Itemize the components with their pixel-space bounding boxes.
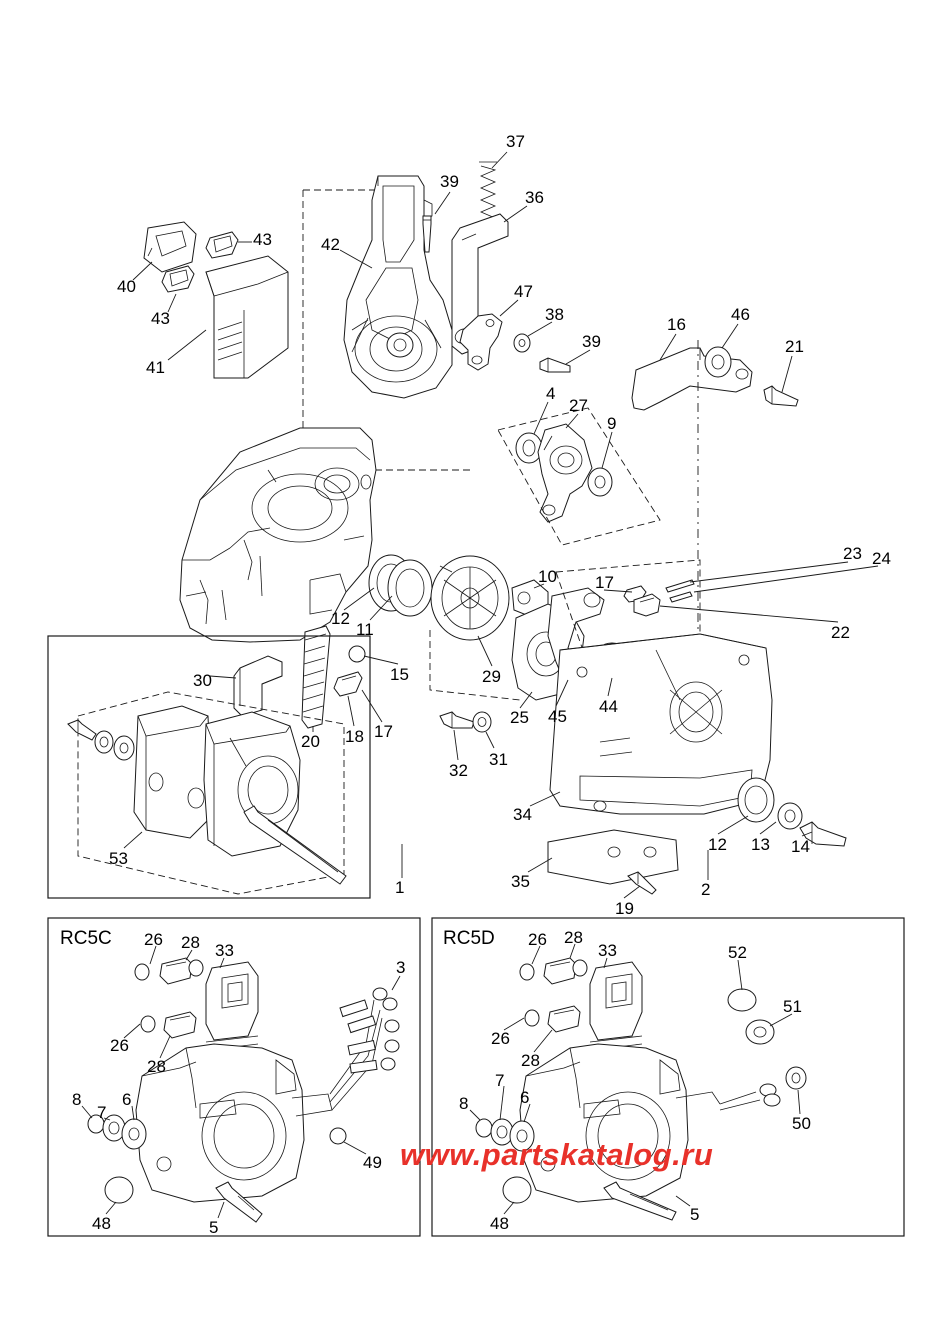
callout-2: 2 — [701, 880, 711, 899]
rc5c-assembly — [88, 958, 399, 1222]
callout-39-b: 39 — [582, 332, 601, 351]
callout-26-b: 26 — [110, 1036, 129, 1055]
callout-39: 39 — [440, 172, 459, 191]
callout-14: 14 — [791, 837, 810, 856]
callout-33-a: 33 — [215, 941, 234, 960]
part-39-screw-right — [540, 358, 570, 372]
part-20-strip — [302, 626, 330, 728]
callout-5-b: 5 — [690, 1205, 700, 1224]
part-43-clip-a — [206, 232, 238, 258]
callout-4: 4 — [546, 384, 556, 403]
callout-22: 22 — [831, 623, 850, 642]
callout-44: 44 — [599, 697, 618, 716]
callout-26-a: 26 — [144, 930, 163, 949]
callout-41: 41 — [146, 358, 165, 377]
callout-5-a: 5 — [209, 1218, 219, 1237]
callout-17-a: 17 — [595, 573, 614, 592]
callout-36: 36 — [525, 188, 544, 207]
callout-30: 30 — [193, 671, 212, 690]
part-39-screw-top — [423, 216, 431, 252]
callout-51: 51 — [783, 997, 802, 1016]
callout-12-b: 12 — [708, 835, 727, 854]
callout-11: 11 — [356, 620, 374, 639]
callout-8-a: 8 — [72, 1090, 82, 1109]
part-31-nut — [473, 712, 491, 732]
panel-label-rc5c: RC5C — [60, 928, 112, 949]
callout-28-b: 28 — [147, 1057, 166, 1076]
callout-13: 13 — [751, 835, 770, 854]
callout-48-a: 48 — [92, 1214, 111, 1233]
part-21-bolt — [764, 386, 798, 406]
callout-28-a: 28 — [181, 933, 200, 952]
callout-10: 10 — [538, 567, 557, 586]
callout-19: 19 — [615, 899, 634, 918]
watermark-text: www.partskatalog.ru — [400, 1137, 714, 1172]
callout-26-d: 26 — [491, 1029, 510, 1048]
callout-6-a: 6 — [122, 1090, 132, 1109]
callout-23: 23 — [843, 544, 862, 563]
callout-34: 34 — [513, 805, 532, 824]
part-4-ring — [516, 433, 542, 463]
part-11-seal — [388, 560, 432, 616]
callout-21: 21 — [785, 337, 804, 356]
callout-50: 50 — [792, 1114, 811, 1133]
callout-29: 29 — [482, 667, 501, 686]
callout-15: 15 — [390, 665, 409, 684]
callout-47: 47 — [514, 282, 533, 301]
part-9-washer — [588, 468, 612, 496]
panel-label-rc5d: RC5D — [443, 928, 495, 949]
callout-27: 27 — [569, 396, 588, 415]
callout-48-b: 48 — [490, 1214, 509, 1233]
callout-31: 31 — [489, 750, 508, 769]
callout-12-a: 12 — [331, 609, 350, 628]
callout-25: 25 — [510, 708, 529, 727]
callout-28-c: 28 — [564, 928, 583, 947]
callout-37: 37 — [506, 132, 525, 151]
callout-45: 45 — [548, 707, 567, 726]
callout-42: 42 — [321, 235, 340, 254]
callout-1: 1 — [395, 878, 405, 897]
callout-17-b: 17 — [374, 722, 393, 741]
callout-38: 38 — [545, 305, 564, 324]
part-41-cover — [206, 256, 288, 378]
part-15-ball — [349, 646, 365, 662]
callout-43-a: 43 — [253, 230, 272, 249]
part-16-plate — [632, 348, 752, 410]
part-37-spring — [479, 162, 497, 222]
callout-6-b: 6 — [520, 1088, 530, 1107]
callout-20: 20 — [301, 732, 320, 751]
callout-16: 16 — [667, 315, 686, 334]
callout-33-b: 33 — [598, 941, 617, 960]
callout-8-b: 8 — [459, 1094, 469, 1113]
callout-40: 40 — [117, 277, 136, 296]
callout-7-a: 7 — [97, 1103, 107, 1122]
part-46-bushing — [705, 347, 731, 377]
part-30-bracket — [234, 656, 282, 716]
part-32-screw — [440, 712, 474, 728]
part-38-washer — [514, 334, 530, 352]
callout-7-b: 7 — [495, 1071, 505, 1090]
part-12-seal-right — [738, 778, 774, 822]
callout-9: 9 — [607, 414, 617, 433]
callout-46: 46 — [731, 305, 750, 324]
part-29-drum — [431, 556, 509, 640]
callout-26-c: 26 — [528, 930, 547, 949]
part-23-24-pins — [666, 580, 694, 602]
callout-43-b: 43 — [151, 309, 170, 328]
callout-24: 24 — [872, 549, 891, 568]
callout-49: 49 — [363, 1153, 382, 1172]
callout-18: 18 — [345, 727, 364, 746]
part-40-cap — [144, 222, 196, 272]
callout-52: 52 — [728, 943, 747, 962]
part-34-cover — [550, 634, 772, 814]
part-18-clip — [334, 672, 362, 696]
callout-28-d: 28 — [521, 1051, 540, 1070]
callout-32: 32 — [449, 761, 468, 780]
part-27-bracket — [538, 424, 592, 522]
callout-3: 3 — [396, 958, 406, 977]
callout-53: 53 — [109, 849, 128, 868]
part-35-strip — [548, 830, 678, 884]
part-13-washer — [778, 803, 802, 829]
callout-35: 35 — [511, 872, 530, 891]
part-42-lever-housing — [344, 176, 452, 398]
